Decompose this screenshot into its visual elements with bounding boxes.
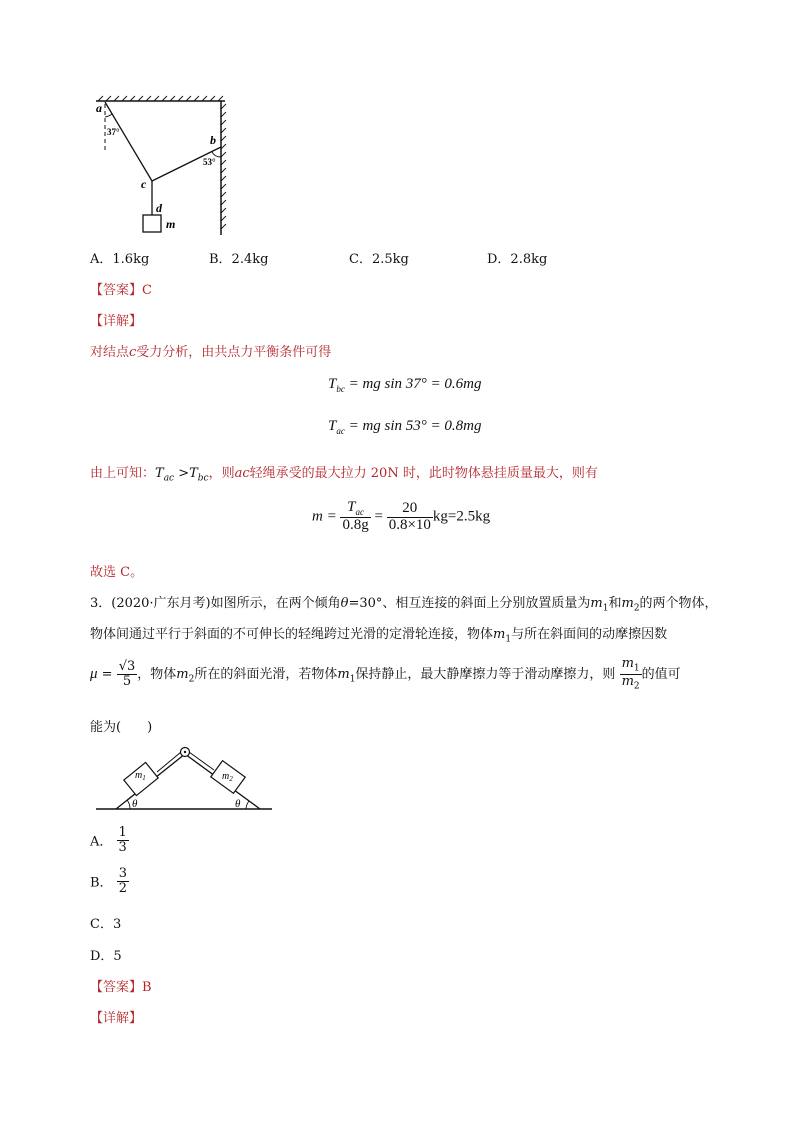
subscript: ac xyxy=(355,507,365,517)
text-segment: 对结点 xyxy=(90,345,130,360)
denominator: 5 xyxy=(122,674,132,690)
q3-stem-line3 xyxy=(90,657,681,692)
label-m: m xyxy=(166,217,176,231)
var-ac: ac xyxy=(234,466,250,481)
fraction-20-over-8 xyxy=(387,501,433,534)
denominator: 0.8×10 xyxy=(388,516,431,533)
q3-option-d: D．5 xyxy=(90,949,122,964)
subscript: ac xyxy=(163,473,175,484)
subscript: 1 xyxy=(505,634,512,645)
denominator: 2 xyxy=(118,880,127,896)
symbol-m: m xyxy=(493,627,506,642)
q2-option-a: A．1.6kg xyxy=(90,252,150,267)
symbol-m: m xyxy=(135,770,143,781)
symbol-t: T xyxy=(328,376,337,392)
angle-label-b: 53° xyxy=(203,157,216,167)
text-segment: 物体间通过平行于斜面的不可伸长的轻绳跨过光滑的定滑轮连接，物体 xyxy=(90,627,494,642)
text-segment: 所在的斜面光滑，若物体 xyxy=(194,667,338,683)
q3-stem-line2 xyxy=(90,623,667,645)
numerator: √3 xyxy=(118,659,136,675)
symbol-m: m xyxy=(621,596,634,611)
q2-explain-line2 xyxy=(90,462,598,484)
label-c: c xyxy=(141,177,147,191)
equation-rest: = mg sin 53° = 0.8mg xyxy=(344,418,482,434)
label-b: b xyxy=(210,133,216,147)
option-label: A． xyxy=(90,834,113,850)
text-segment: ，则 xyxy=(208,466,235,481)
text-segment: ，物体 xyxy=(137,667,177,683)
symbol-t: T xyxy=(347,499,356,515)
denominator: 3 xyxy=(118,839,127,855)
angle-arc-left xyxy=(127,800,130,809)
equation-tac xyxy=(328,418,482,436)
q3-option-b xyxy=(90,867,129,895)
var-c: c xyxy=(129,345,137,360)
angle-label-a: 37° xyxy=(107,127,120,137)
fig-theta-left: θ xyxy=(132,798,138,810)
rope-right xyxy=(189,752,214,770)
subscript: bc xyxy=(197,473,209,484)
symbol-m: m xyxy=(222,771,230,782)
symbol-m: m xyxy=(176,667,189,683)
symbol-m: m = xyxy=(312,508,337,525)
angle-arc-a xyxy=(105,114,112,117)
q2-option-c: C．2.5kg xyxy=(349,252,409,267)
q3-answer xyxy=(90,976,152,995)
rope-left xyxy=(157,752,181,772)
symbol-t: T xyxy=(189,466,198,481)
subscript: ac xyxy=(336,426,345,436)
greater-than: > xyxy=(174,466,190,481)
pulley-axle xyxy=(184,751,186,753)
subscript: 2 xyxy=(188,674,195,685)
text-segment: 3．(2020·广东月考)如图所示，在两个倾角 xyxy=(90,596,341,611)
q3-option-a xyxy=(90,826,129,854)
subscript: 1 xyxy=(142,774,146,782)
subscript: 1 xyxy=(633,663,640,674)
numerator: 1 xyxy=(118,825,127,840)
option-label: B． xyxy=(90,875,113,891)
text-segment: 由上可知： xyxy=(90,466,156,481)
subscript: bc xyxy=(336,384,345,394)
symbol-theta: θ xyxy=(340,596,349,611)
text-segment: 和 xyxy=(608,596,622,611)
text-segment: 受力分析，由共点力平衡条件可得 xyxy=(136,345,332,360)
fraction-1-over-3 xyxy=(117,826,129,854)
text-segment: 轻绳承受的最大拉力 20N 时，此时物体悬挂质量最大，则有 xyxy=(249,466,598,481)
q3-stem-line1 xyxy=(90,592,718,614)
symbol-mu: μ xyxy=(90,666,98,683)
equals-sign: = xyxy=(97,667,113,683)
fraction-tac-over-08g xyxy=(340,500,370,534)
q3-stem-line4: 能为( ) xyxy=(90,720,153,735)
equation-rest: = mg sin 37° = 0.6mg xyxy=(344,376,482,392)
q2-option-d: D．2.8kg xyxy=(487,252,548,267)
q3-option-c: C．3 xyxy=(90,917,122,932)
q2-explain-tag: 【详解】 xyxy=(90,314,143,329)
text-segment: =30°、相互连接的斜面上分别放置质量为 xyxy=(348,596,591,611)
subscript: 1 xyxy=(349,674,356,685)
answer-value: C xyxy=(142,283,152,298)
symbol-t: T xyxy=(155,466,164,481)
symbol-m: m xyxy=(621,656,634,671)
mass-block xyxy=(143,215,161,232)
subscript: 2 xyxy=(633,681,640,692)
answer-tag: 【答案】 xyxy=(90,980,143,995)
answer-value: B xyxy=(142,980,152,995)
label-d: d xyxy=(156,201,162,215)
text-segment: 的两个物体， xyxy=(639,596,718,611)
answer-tag: 【答案】 xyxy=(90,283,143,298)
symbol-m: m xyxy=(621,674,634,690)
equation-tbc xyxy=(328,376,482,394)
symbol-m: m xyxy=(590,596,603,611)
fig-theta-right: θ xyxy=(235,798,241,810)
q2-answer xyxy=(90,279,152,298)
text-segment: 与所在斜面间的动摩擦因数 xyxy=(511,627,668,642)
numerator: 3 xyxy=(118,866,127,881)
symbol-m: m xyxy=(337,667,350,683)
text-segment: 保持静止，最大静摩擦力等于滑动摩擦力，则 xyxy=(355,667,616,683)
numerator: 20 xyxy=(387,501,433,518)
q3-explain-tag: 【详解】 xyxy=(90,1011,143,1026)
equals-sign: = xyxy=(374,508,383,525)
subscript: 1 xyxy=(602,603,609,614)
label-a: a xyxy=(96,101,102,115)
q2-option-b: B．2.4kg xyxy=(209,252,269,267)
q2-explain-line1 xyxy=(90,341,331,360)
rope-ac xyxy=(105,102,152,181)
fraction-sqrt3-over-5 xyxy=(117,660,138,688)
fraction-3-over-2 xyxy=(117,867,129,895)
figure-rope-mass xyxy=(90,95,240,240)
subscript: 2 xyxy=(633,603,640,614)
angle-arc-right xyxy=(246,801,249,809)
figure-inclines-pulley xyxy=(94,742,274,814)
text-segment: 的值可 xyxy=(641,667,681,683)
denominator: 0.8g xyxy=(342,517,369,534)
symbol-t: T xyxy=(328,418,337,434)
q2-conclusion: 故选 C。 xyxy=(90,565,144,580)
equation-mass xyxy=(312,500,490,534)
fraction-m1-over-m2 xyxy=(620,657,642,692)
subscript: 2 xyxy=(229,775,233,783)
result: kg=2.5kg xyxy=(432,508,491,525)
